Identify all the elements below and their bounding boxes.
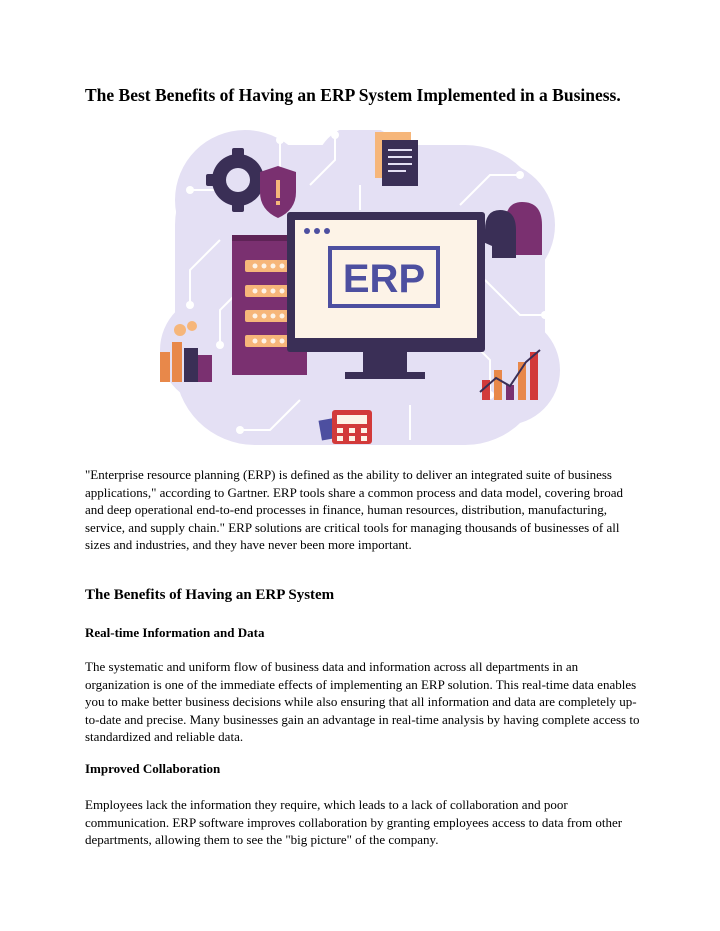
erp-logo-text: ERP	[342, 257, 426, 301]
monitor-base	[345, 372, 425, 379]
section-body-realtime: The systematic and uniform flow of business data and information across all departments in an organization is one of the immediate effects of implementing an ERP solution. This real-time data enables you to make better business decisions while also ensuring that all information and data are completely up-to-date and precise. Many businesses gain an advantage in real-time analysis by having complete access to standardized and reliable data.	[85, 659, 640, 744]
section-body-collaboration: Employees lack the information they require, which leads to a lack of collaboration and poor communication. ERP software improves collaboration by granting employees access to data from other departments, allowing them to see the "big picture" of the company.	[85, 797, 623, 847]
section-heading-collaboration: Improved Collaboration	[85, 761, 221, 776]
erp-illustration	[160, 130, 560, 445]
benefits-heading: The Benefits of Having an ERP System	[85, 587, 335, 603]
document-icon	[375, 132, 418, 186]
monitor-neck	[363, 352, 407, 374]
intro-paragraph: "Enterprise resource planning (ERP) is defined as the ability to deliver an integrated suite of business applications," according to Gartner. ERP tools share a common process and data model, covering broad and deep operational end-to-end processes in finance, human resources, distribution, manufacturing, service, and supply chain." ERP solutions are critical tools for managing thousands of businesses of all sizes and industries, and they have never been more important.	[85, 467, 624, 552]
window-dots	[304, 228, 330, 234]
page-title: The Best Benefits of Having an ERP System Implemented in a Business.	[85, 85, 621, 105]
section-heading-realtime: Real-time Information and Data	[85, 625, 265, 640]
